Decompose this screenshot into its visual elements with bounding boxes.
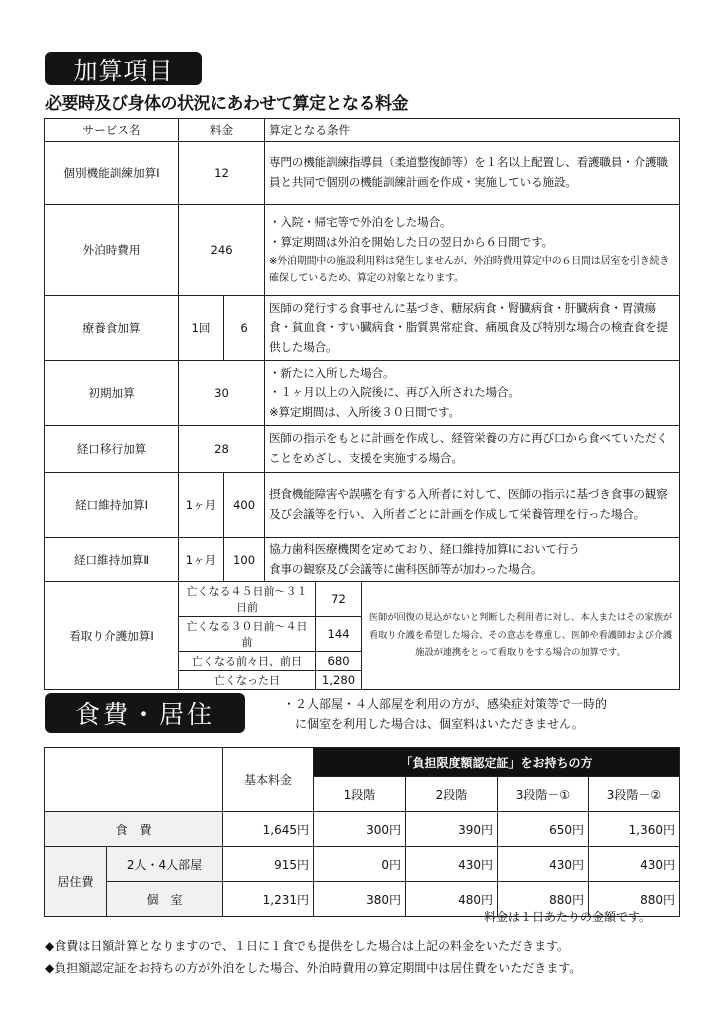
section-banner-meals-housing: 食費・居住 [45, 693, 245, 733]
fee-value: 72 [316, 582, 362, 617]
note-line: に個室を利用した場合は、個室料はいただきません。 [295, 717, 584, 731]
header-service: サービス名 [45, 119, 179, 142]
fee-unit: 1ヶ月 [179, 473, 224, 538]
price-cell: 915円 [223, 847, 314, 882]
cert-header: 「負担限度額認定証」をお持ちの方 [314, 748, 680, 777]
fee-value: 400 [224, 473, 265, 538]
header-condition: 算定となる条件 [265, 119, 680, 142]
table-row [45, 205, 680, 296]
price-cell: 0円 [314, 847, 406, 882]
table-row [45, 361, 680, 426]
price-cell: 380円 [314, 882, 406, 917]
price-cell: 430円 [498, 847, 589, 882]
table-row [45, 582, 680, 617]
service-name: 初期加算 [45, 361, 179, 426]
price-cell: 430円 [589, 847, 680, 882]
condition-text: 摂食機能障害や誤嚥を有する入所者に対して、医師の指示に基づき食事の観察及び会議等を行い、入所者ごとに計画を作成して栄養管理を行った場合。 [265, 473, 680, 538]
fee-value: 12 [179, 142, 265, 205]
condition-text: 医師が回復の見込がないと判断した利用者に対し、本人またはその家族が看取り介護を希望した場合、その意志を尊重し、医師や看護師および介護施設が連携をとって看取りをする場合の加算です。 [362, 582, 680, 690]
room-type-label: 2人・4人部屋 [107, 847, 223, 882]
price-cell: 1,645円 [223, 812, 314, 847]
footnote: ◆負担額認定証をお持ちの方が外泊をした場合、外泊時費用の算定期間中は居住費をいただきます。 [45, 961, 582, 975]
service-name: 外泊時費用 [45, 205, 179, 296]
price-cell: 880円 [589, 882, 680, 917]
service-name: 個別機能訓練加算Ⅰ [45, 142, 179, 205]
price-cell: 1,231円 [223, 882, 314, 917]
table-row [45, 847, 680, 882]
fee-unit: 1ヶ月 [179, 538, 224, 582]
condition-cell [265, 205, 680, 296]
corner-cell [45, 748, 223, 812]
addition-fee-table [44, 118, 680, 690]
condition-line: ・入院・帰宅等で外泊をした場合。 [269, 215, 452, 230]
table-row [45, 812, 680, 847]
per-day-note: 料金は１日あたりの金額です。 [484, 910, 652, 924]
period-label: 亡くなる前々日、前日 [179, 652, 316, 671]
section-subtitle: 必要時及び身体の状況にあわせて算定となる料金 [45, 94, 408, 114]
table-row [45, 142, 680, 205]
table-row [45, 296, 680, 361]
fee-value: 28 [179, 426, 265, 473]
table-header-row [45, 119, 680, 142]
residence-label: 居住費 [45, 847, 107, 917]
fee-value: 246 [179, 205, 265, 296]
level-header: 3段階－① [498, 777, 589, 812]
infection-note [283, 694, 607, 734]
level-header: 1段階 [314, 777, 406, 812]
footnote: ◆食費は日額計算となりますので、１日に１食でも提供をした場合は上記の料金をいただきます。 [45, 939, 570, 953]
level-header: 3段階－② [589, 777, 680, 812]
condition-text: 専門の機能訓練指導員（柔道整復師等）を１名以上配置し、看護職員・介護職員と共同で個別の機能訓練計画を作成・実施している施設。 [265, 142, 680, 205]
fee-value: 6 [224, 296, 265, 361]
service-name: 経口維持加算Ⅰ [45, 473, 179, 538]
condition-note: ※外泊期間中の施設利用料は発生しませんが、外泊時費用算定中の６日間は居室を引き続き確保しているため、算定の対象となります。 [269, 255, 670, 284]
service-name: 経口移行加算 [45, 426, 179, 473]
note-line: ・２人部屋・４人部屋を利用の方が、感染症対策等で一時的 [283, 697, 608, 711]
header-fee: 料金 [179, 119, 265, 142]
condition-line: ※算定期間は、入所後３０日間です。 [269, 404, 460, 419]
period-label: 亡くなった日 [179, 671, 316, 690]
room-type-label: 個 室 [107, 882, 223, 917]
food-label: 食 費 [45, 812, 223, 847]
fee-value: 144 [316, 617, 362, 652]
table-row [45, 748, 680, 777]
section-banner-kasan: 加算項目 [45, 52, 202, 85]
service-name: 療養食加算 [45, 296, 179, 361]
condition-line: ・１ヶ月以上の入院後に、再び入所された場合。 [269, 385, 520, 400]
base-fee-header: 基本料金 [223, 748, 314, 812]
price-cell: 650円 [498, 812, 589, 847]
condition-line: ・算定期間は外泊を開始した日の翌日から６日間です。 [269, 235, 553, 249]
price-cell: 1,360円 [589, 812, 680, 847]
fee-value: 30 [179, 361, 265, 426]
period-label: 亡くなる４５日前～３１日前 [179, 582, 316, 617]
condition-line: ・新たに入所した場合。 [269, 365, 395, 380]
fee-value: 1,280 [316, 671, 362, 690]
service-name: 経口維持加算Ⅱ [45, 538, 179, 582]
condition-line: 協力歯科医療機関を定めており、経口維持加算Ⅰにおいて行う [269, 542, 580, 556]
fee-unit: 1回 [179, 296, 224, 361]
fee-value: 100 [224, 538, 265, 582]
condition-text: 医師の指示をもとに計画を作成し、経管栄養の方に再び口から食べていただくことをめざし、支援を実施する場合。 [265, 426, 680, 473]
table-row [45, 426, 680, 473]
condition-cell [265, 538, 680, 582]
service-name: 看取り介護加算Ⅰ [45, 582, 179, 690]
price-cell: 430円 [406, 847, 498, 882]
meal-housing-table [44, 747, 680, 917]
price-cell: 880円 [498, 882, 589, 917]
table-row [45, 473, 680, 538]
level-header: 2段階 [406, 777, 498, 812]
price-cell: 300円 [314, 812, 406, 847]
condition-line: 食事の観察及び会議等に歯科医師等が加わった場合。 [269, 561, 543, 576]
condition-cell [265, 361, 680, 426]
condition-text: 医師の発行する食事せんに基づき、糖尿病食・腎臓病食・肝臓病食・胃潰瘍食・貧血食・すい臓病食・脂質異常症食、痛風食及び特別な場合の検査食を提供した場合。 [265, 296, 680, 361]
fee-value: 680 [316, 652, 362, 671]
price-cell: 480円 [406, 882, 498, 917]
table-row [45, 538, 680, 582]
price-cell: 390円 [406, 812, 498, 847]
period-label: 亡くなる３０日前～４日前 [179, 617, 316, 652]
